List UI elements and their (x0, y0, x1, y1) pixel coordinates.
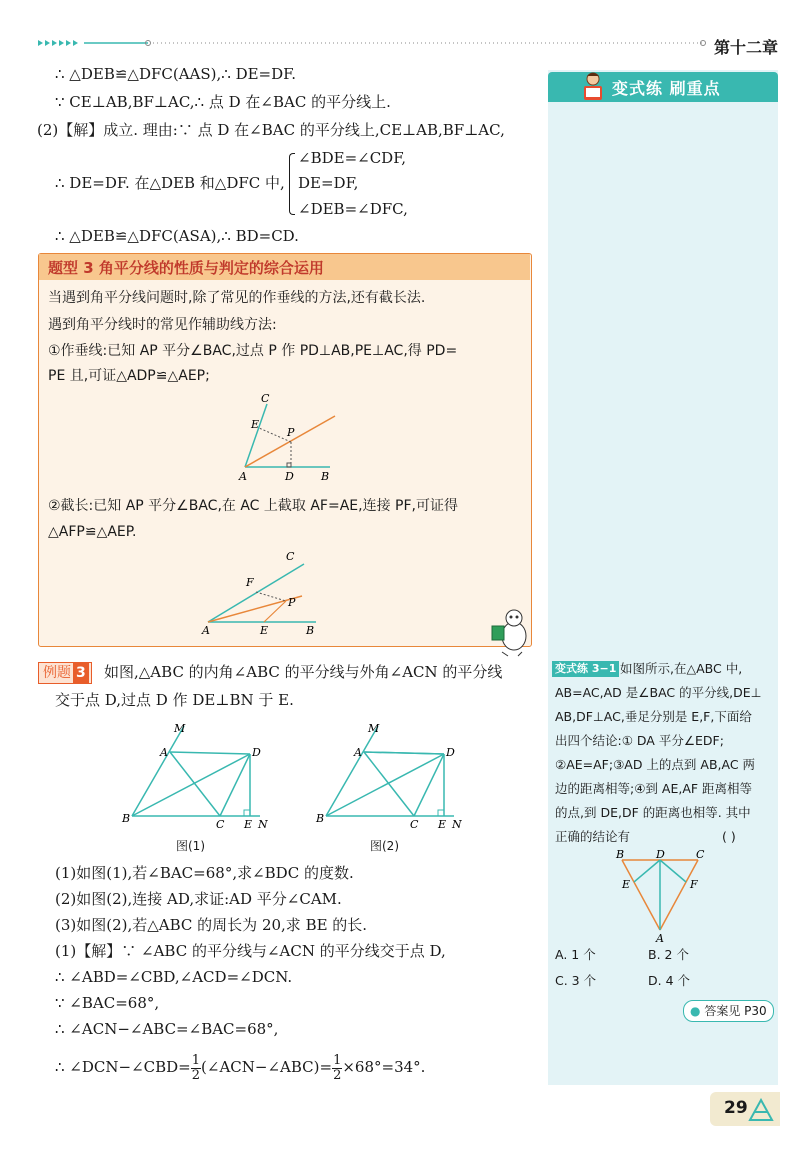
text-line: ∴ DE=DF. 在△DEB 和△DFC 中, (55, 174, 285, 192)
method-box-title: 题型 3 角平分线的性质与判定的综合运用 (48, 259, 324, 277)
point-label: B (316, 812, 325, 825)
question-line: (2)如图(2),连接 AD,求证:AD 平分∠CAM. (55, 890, 342, 908)
point-label: P (288, 596, 296, 609)
answer-reference (683, 1000, 774, 1022)
figure-caption: 图(2) (370, 839, 399, 853)
example-figure-1 (118, 718, 278, 838)
brace-line: ∠BDE=∠CDF, (298, 149, 407, 167)
example-line: 交于点 D,过点 D 作 DE⊥BN 于 E. (55, 691, 294, 709)
point-label: B (616, 850, 625, 861)
numerator: 1 (333, 1052, 342, 1068)
perpendicular-figure (235, 392, 345, 484)
chapter-title: 第十二章 (713, 38, 778, 57)
point-label: A (239, 470, 247, 483)
point-label: A (656, 932, 664, 942)
method-line: ②截长:已知 AP 平分∠BAC,在 AC 上截取 AF=AE,连接 PF,可证得 (48, 498, 458, 514)
point-label: A (202, 624, 210, 637)
text-line: ∴ △DEB≌△DFC(AAS),∴ DE=DF. (55, 65, 296, 83)
denominator: 2 (333, 1067, 342, 1083)
method-line: PE 且,可证△ADP≌△AEP; (48, 368, 210, 384)
text-line: ∴ △DEB≌△DFC(ASA),∴ BD=CD. (55, 227, 299, 245)
point-label: M (368, 722, 380, 735)
point-label: B (122, 812, 131, 825)
cut-long-figure (198, 546, 328, 638)
point-label: E (438, 818, 447, 831)
point-label: C (216, 818, 225, 831)
point-label: F (246, 576, 254, 589)
method-line: ①作垂线:已知 AP 平分∠BAC,过点 P 作 PD⊥AB,PE⊥AC,得 PD= (48, 343, 458, 359)
point-label: C (286, 550, 295, 563)
variant-tag: 变式练 3−1 (552, 661, 619, 677)
variant-line: 出四个结论:① DA 平分∠EDF; (555, 733, 724, 748)
fraction (191, 1054, 201, 1083)
denominator: 2 (191, 1067, 201, 1083)
text-line: (2)【解】成立. 理由:∵ 点 D 在∠BAC 的平分线上,CE⊥AB,BF⊥AC, (37, 121, 505, 139)
point-label: A (160, 746, 168, 759)
point-label: C (410, 818, 419, 831)
method-line: 当遇到角平分线问题时,除了常见的作垂线的方法,还有截长法. (48, 290, 426, 306)
figure-caption: 图(1) (176, 839, 205, 853)
equation-part: ×68°=34°. (342, 1058, 426, 1076)
example-tag-label: 例题 (43, 665, 71, 681)
variant-line: ②AE=AF;③AD 上的点到 AB,AC 两 (555, 757, 756, 772)
method-line: 遇到角平分线时的常见作辅助线方法: (48, 317, 277, 333)
solution-line: (1)【解】∵ ∠ABC 的平分线与∠ACN 的平分线交于点 D, (55, 942, 446, 960)
sidebar-title: 变式练 刷重点 (612, 79, 721, 98)
answer-blank: ( ) (722, 829, 736, 844)
point-label: B (306, 624, 315, 637)
option-c: C. 3 个 (555, 973, 597, 988)
text-line: ∵ CE⊥AB,BF⊥AC,∴ 点 D 在∠BAC 的平分线上. (55, 93, 391, 111)
point-label: C (696, 850, 705, 861)
brace-line: ∠DEB=∠DFC, (298, 200, 408, 218)
point-label: B (321, 470, 330, 483)
solution-line: ∵ ∠BAC=68°, (55, 994, 160, 1012)
point-label: P (287, 426, 295, 439)
header-dotted-rule (38, 40, 708, 46)
variant-line: 边的距离相等;④到 AE,AF 距离相等 (555, 781, 753, 796)
example-line: 如图,△ABC 的内角∠ABC 的平分线与外角∠ACN 的平分线 (104, 663, 503, 681)
brace-line: DE=DF, (298, 174, 359, 192)
option-a: A. 1 个 (555, 947, 596, 962)
question-line: (3)如图(2),若△ABC 的周长为 20,求 BE 的长. (55, 916, 368, 934)
point-label: E (244, 818, 253, 831)
point-label: E (622, 878, 631, 891)
variant-line: AB=AC,AD 是∠BAC 的平分线,DE⊥ (555, 685, 762, 700)
variant-line: 的点,到 DE,DF 的距离也相等. 其中 (555, 805, 751, 820)
left-brace (289, 153, 295, 215)
point-label: F (690, 878, 698, 891)
option-d: D. 4 个 (648, 973, 690, 988)
point-label: D (285, 470, 294, 483)
point-label: E (260, 624, 269, 637)
solution-line: ∴ ∠ABD=∠CBD,∠ACD=∠DCN. (55, 968, 293, 986)
method-line: △AFP≌△AEP. (48, 524, 137, 540)
variant-line: 正确的结论有 (555, 829, 631, 844)
point-label: A (354, 746, 362, 759)
option-b: B. 2 个 (648, 947, 689, 962)
point-label: D (252, 746, 261, 759)
equation-part: ∴ ∠DCN−∠CBD= (55, 1058, 191, 1076)
page-number: 29 (724, 1098, 748, 1118)
variant-figure (610, 850, 710, 942)
variant-line: 如图所示,在△ABC 中, (620, 661, 743, 676)
example-figure-2 (312, 718, 472, 838)
solution-line: ∴ ∠ACN−∠ABC=∠BAC=68°, (55, 1020, 279, 1038)
question-line: (1)如图(1),若∠BAC=68°,求∠BDC 的度数. (55, 864, 354, 882)
point-label: C (261, 392, 270, 405)
student-reading-icon (578, 70, 608, 102)
answer-text: 答案见 P30 (704, 1004, 767, 1018)
equation-part: (∠ACN−∠ABC)= (201, 1058, 333, 1076)
solution-line-fraction (55, 1052, 425, 1083)
variant-line: AB,DF⊥AC,垂足分别是 E,F,下面给 (555, 709, 752, 724)
fraction (332, 1054, 342, 1083)
example-tag (38, 662, 92, 684)
example-number: 3 (73, 663, 89, 683)
point-label: D (656, 850, 665, 861)
numerator: 1 (191, 1052, 201, 1068)
pin-icon: ● (690, 1004, 701, 1018)
point-label: N (258, 818, 268, 831)
mascot-icon (488, 606, 536, 658)
point-label: D (446, 746, 455, 759)
compass-ruler-icon (748, 1098, 774, 1122)
point-label: M (174, 722, 186, 735)
point-label: E (251, 418, 260, 431)
point-label: N (452, 818, 462, 831)
